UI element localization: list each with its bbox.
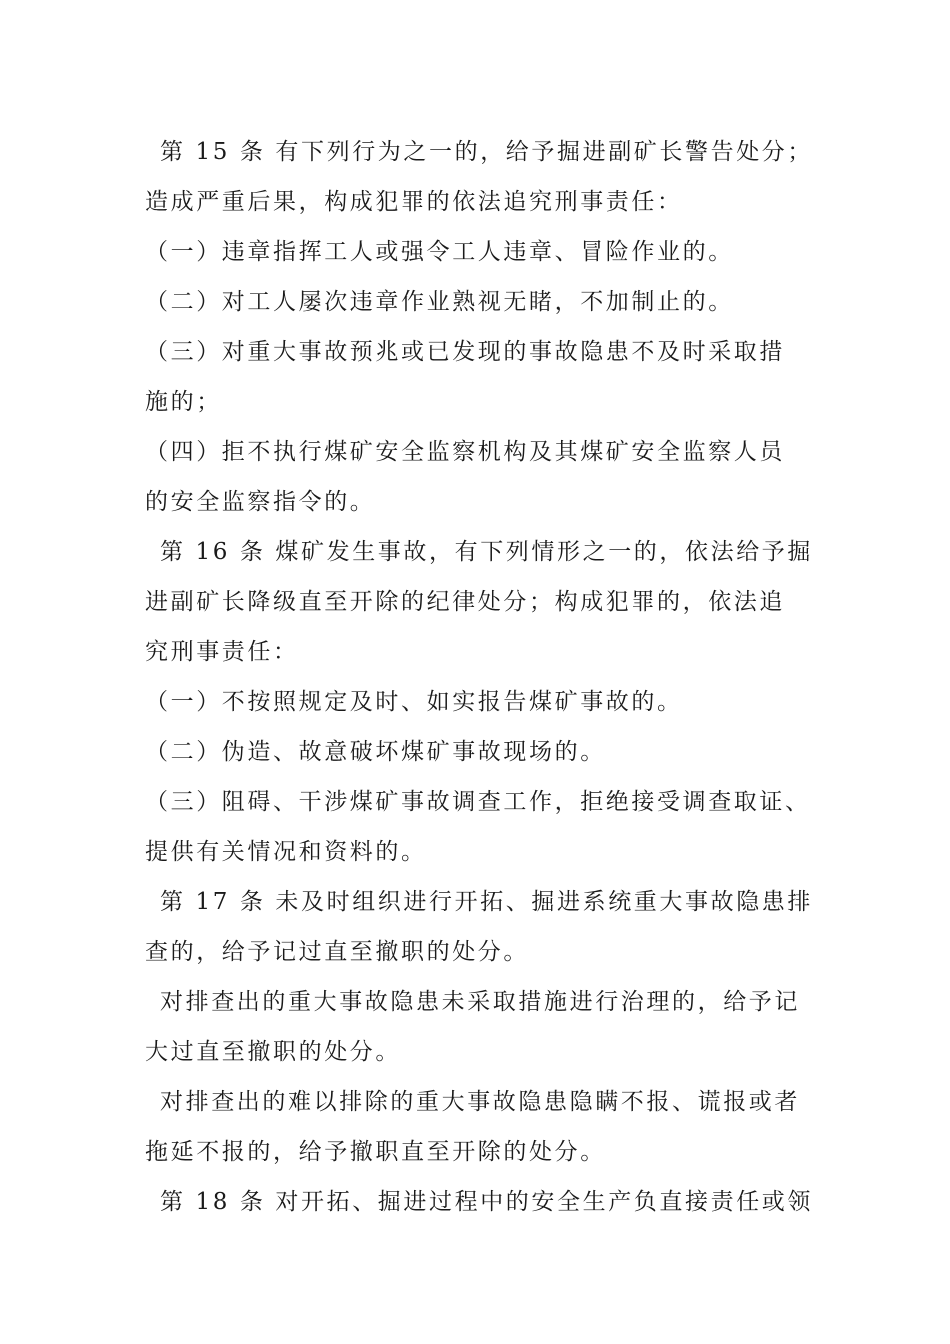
article-16-item-2: （二）伪造、故意破坏煤矿事故现场的。 [145,739,606,765]
article-17-continuation: 查的，给予记过直至撤职的处分。 [145,939,529,965]
article-15-item-2: （二）对工人屡次违章作业熟视无睹，不加制止的。 [145,289,734,315]
article-15-item-3-continuation: 施的； [145,389,222,415]
article-17-paragraph-2-continuation: 大过直至撤职的处分。 [145,1039,401,1065]
article-16-item-1: （一）不按照规定及时、如实报告煤矿事故的。 [145,689,683,715]
article-15-continuation: 造成严重后果，构成犯罪的依法追究刑事责任： [145,189,683,215]
article-17-heading: 第 17 条 未及时组织进行开拓、掘进系统重大事故隐患排 [160,889,813,915]
article-15-item-4-continuation: 的安全监察指令的。 [145,489,376,515]
article-15-heading: 第 15 条 有下列行为之一的，给予掘进副矿长警告处分； [160,139,813,165]
article-18-heading: 第 18 条 对开拓、掘进过程中的安全生产负直接责任或领 [160,1189,813,1215]
article-16-continuation-1: 进副矿长降级直至开除的纪律处分；构成犯罪的，依法追 [145,589,785,615]
article-17-paragraph-3-continuation: 拖延不报的，给予撤职直至开除的处分。 [145,1139,606,1165]
article-15-item-3: （三）对重大事故预兆或已发现的事故隐患不及时采取措 [145,339,785,365]
article-16-heading: 第 16 条 煤矿发生事故，有下列情形之一的，依法给予掘 [160,539,813,565]
article-16-item-3-continuation: 提供有关情况和资料的。 [145,839,427,865]
article-15-item-1: （一）违章指挥工人或强令工人违章、冒险作业的。 [145,239,734,265]
article-16-item-3: （三）阻碍、干涉煤矿事故调查工作，拒绝接受调查取证、 [145,789,811,815]
article-17-paragraph-2: 对排查出的重大事故隐患未采取措施进行治理的，给予记 [160,989,800,1015]
article-17-paragraph-3: 对排查出的难以排除的重大事故隐患隐瞒不报、谎报或者 [160,1089,800,1115]
article-16-continuation-2: 究刑事责任： [145,639,299,665]
article-15-item-4: （四）拒不执行煤矿安全监察机构及其煤矿安全监察人员 [145,439,785,465]
